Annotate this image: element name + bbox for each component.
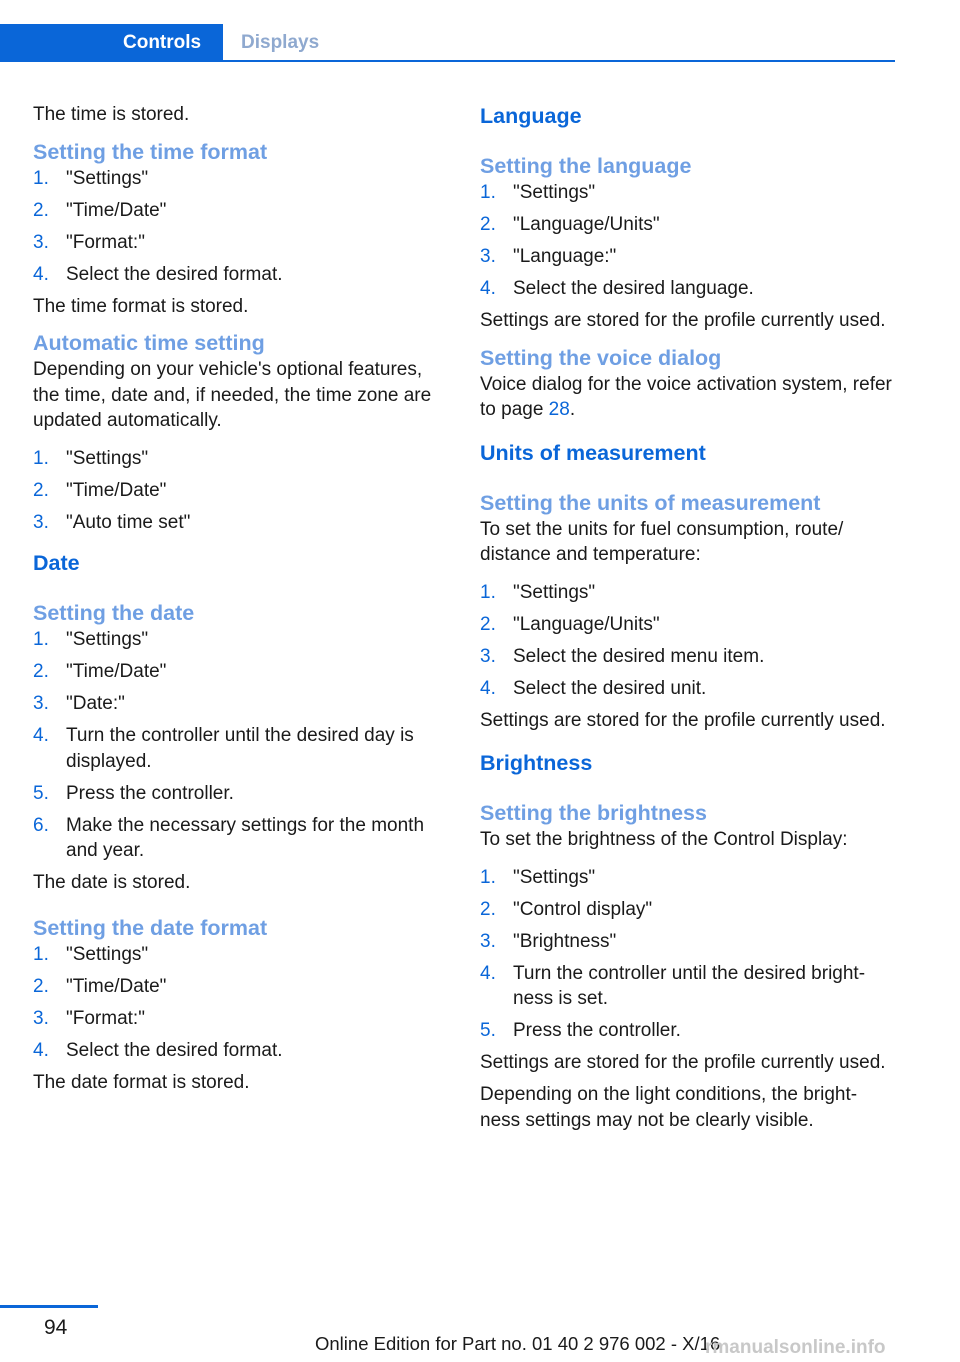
list-item: 1. "Settings" xyxy=(33,943,149,965)
edition-text: Online Edition for Part no. 01 40 2 976 002 - X/16 xyxy=(315,1333,721,1354)
list-item: 3. "Date:" xyxy=(33,693,125,714)
heading-setting-language: Setting the language xyxy=(480,154,692,178)
heading-language: Language xyxy=(480,104,582,128)
time-stored-text: The time is stored. xyxy=(33,104,190,125)
units-result: Settings are stored for the profile currently used. xyxy=(480,709,886,731)
brightness-steps xyxy=(480,865,900,1044)
heading-time-format: Setting the time format xyxy=(33,139,268,164)
list-item: 6. Make the necessary settings for the month and year. xyxy=(33,814,425,861)
brightness-note: Depending on the light conditions, the bright‐ ness settings may not be clearly visible. xyxy=(480,1084,858,1131)
time-format-result: The time format is stored. xyxy=(33,295,249,317)
list-item: 4. Select the desired format. xyxy=(33,263,283,285)
brightness-text: To set the brightness of the Control Display: xyxy=(480,829,848,850)
section-tabs xyxy=(0,24,895,62)
heading-setting-brightness: Setting the brightness xyxy=(480,801,707,825)
list-item: 3. "Format:" xyxy=(33,1007,145,1029)
list-item: 3. "Brightness" xyxy=(480,930,617,952)
list-item: 2. "Time/Date" xyxy=(33,479,167,501)
auto-time-steps xyxy=(33,446,453,536)
list-item: 5. Press the controller. xyxy=(33,782,234,804)
heading-date: Date xyxy=(33,551,80,575)
tab-controls[interactable] xyxy=(0,24,223,60)
list-item: 1. "Settings" xyxy=(33,447,149,469)
list-item: 3. "Auto time set" xyxy=(33,511,191,533)
list-item: 4. Select the desired format. xyxy=(33,1039,283,1061)
brightness-result: Settings are stored for the profile currently used. xyxy=(480,1052,886,1073)
list-item: 2. "Time/Date" xyxy=(33,199,167,221)
left-column xyxy=(33,102,453,1102)
date-format-steps xyxy=(33,942,453,1064)
heading-auto-time: Automatic time setting xyxy=(33,331,265,355)
list-item: 2. "Time/Date" xyxy=(33,975,167,997)
page-link[interactable]: 28 xyxy=(548,399,570,420)
footer-rule xyxy=(0,1305,98,1308)
units-text: To set the units for fuel consumption, route/ distance and temperature: xyxy=(480,518,844,565)
language-result: Settings are stored for the profile currently used. xyxy=(480,310,886,331)
heading-brightness: Brightness xyxy=(480,751,593,775)
voice-dialog-text: Voice dialog for the voice activation system, refer to page 28. xyxy=(480,373,892,420)
list-item: 1. "Settings" xyxy=(480,581,596,603)
auto-time-text: Depending on your vehicle's optional features, the time, date and, if needed, the time zone are updated automatically. xyxy=(33,359,432,431)
list-item: 3. "Language:" xyxy=(480,246,617,267)
list-item: 5. Press the controller. xyxy=(480,1020,681,1041)
heading-voice-dialog: Setting the voice dialog xyxy=(480,345,722,370)
date-result: The date is stored. xyxy=(33,872,191,893)
list-item: 2. "Control display" xyxy=(480,898,653,920)
tab-displays[interactable]: Displays xyxy=(241,32,320,53)
list-item: 2. "Language/Units" xyxy=(480,214,660,235)
right-column xyxy=(480,102,900,1140)
page-number: 94 xyxy=(44,1316,68,1339)
list-item: 1. "Settings" xyxy=(33,629,149,650)
list-item: 4. Turn the controller until the desired bright‐ ness is set. xyxy=(480,962,866,1009)
list-item: 2. "Language/Units" xyxy=(480,613,660,635)
list-item: 4. Select the desired unit. xyxy=(480,677,707,699)
list-item: 4. Turn the controller until the desired day is displayed. xyxy=(33,725,414,772)
tab-underline xyxy=(0,60,895,62)
list-item: 1. "Settings" xyxy=(33,167,149,189)
list-item: 3. Select the desired menu item. xyxy=(480,645,765,667)
time-format-steps xyxy=(33,166,453,288)
units-steps xyxy=(480,580,900,702)
heading-setting-date: Setting the date xyxy=(33,601,195,625)
watermark: rmanualsonline.info xyxy=(705,1337,886,1358)
heading-setting-units: Setting the units of measurement xyxy=(480,490,821,515)
list-item: 1. "Settings" xyxy=(480,182,596,203)
list-item: 2. "Time/Date" xyxy=(33,661,167,682)
list-item: 1. "Settings" xyxy=(480,866,596,888)
language-steps xyxy=(480,180,900,302)
heading-units: Units of measurement xyxy=(480,440,706,465)
date-steps xyxy=(33,627,453,864)
tab-controls-label: Controls xyxy=(123,32,202,53)
date-format-result: The date format is stored. xyxy=(33,1071,250,1093)
list-item: 4. Select the desired language. xyxy=(480,278,754,299)
list-item: 3. "Format:" xyxy=(33,231,145,253)
heading-date-format: Setting the date format xyxy=(33,915,268,940)
